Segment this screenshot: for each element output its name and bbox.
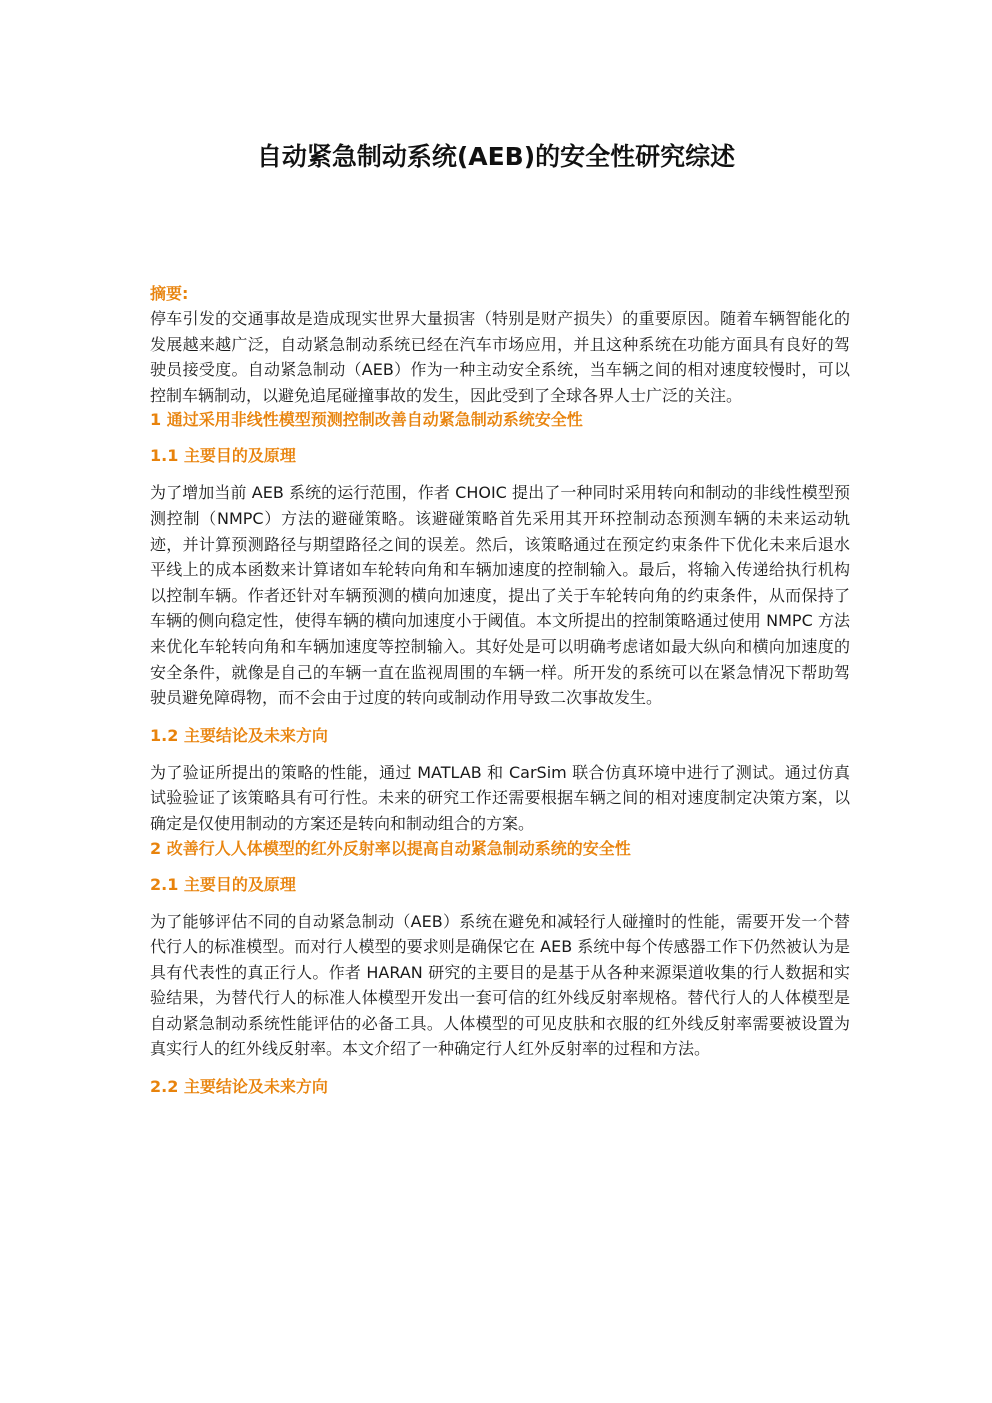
section-2-2-heading: 2.2 主要结论及未来方向 [150, 1077, 328, 1097]
section-1-2-text: 为了验证所提出的策略的性能，通过 MATLAB 和 CarSim 联合仿真环境中进行了测试。通过仿真试验验证了该策略具有可行性。未来的研究工作还需要根据车辆之间的相对速度制定决策方案，以确定是仅使用制动的方案还是转向和制动组合的方案。 [150, 762, 850, 833]
section-1-heading: 1 通过采用非线性模型预测控制改善自动紧急制动系统安全性 [150, 410, 583, 430]
section-1-1-heading: 1.1 主要目的及原理 [150, 446, 296, 466]
abstract-text: 停车引发的交通事故是造成现实世界大量损害（特别是财产损失）的重要原因。随着车辆智能化的发展越来越广泛，自动紧急制动系统已经在汽车市场应用，并且这种系统在功能方面具有良好的驾驶员接受度。自动紧急制动（AEB）作为一种主动安全系统，当车辆之间的相对速度较慢时，可以控制车辆制动，以避免追尾碰撞事故的发生，因此受到了全球各界人士广泛的关注。 [150, 309, 850, 405]
section-1-2-heading: 1.2 主要结论及未来方向 [150, 725, 328, 745]
section-2-heading: 2 改善行人人体模型的红外反射率以提高自动紧急制动系统的安全性 [150, 838, 631, 858]
abstract-label: 摘要: [150, 284, 189, 303]
section-2-1-text: 为了能够评估不同的自动紧急制动（AEB）系统在避免和减轻行人碰撞时的性能，需要开发一个替代行人的标准模型。而对行人模型的要求则是确保它在 AEB 系统中每个传感器工作下仍然被认为是具有代表性的真正行人。作者 HARAN 研究的主要目的是基于从各种来源渠道收集的行人数据和实验结果，为替代行人的标准人体模型开发出一套可信的红外线反射率规格。替代行人的人体模型是自动紧急制动系统性能评估的必备工具。人体模型的可见皮肤和衣服的红外线反射率需要被设置为真实行人的红外线反射率。本文介绍了一种确定行人红外反射率的过程和方法。 [150, 911, 850, 1059]
section-1-1-text: 为了增加当前 AEB 系统的运行范围，作者 CHOIC 提出了一种同时采用转向和制动的非线性模型预测控制（NMPC）方法的避碰策略。该避碰策略首先采用其开环控制动态预测车辆的未来运动轨迹，并计算预测路径与期望路径之间的误差。然后，该策略通过在预定约束条件下优化未来后退水平线上的成本函数来计算诸如车轮转向角和车辆加速度的控制输入。最后，将输入传递给执行机构以控制车辆。作者还针对车辆预测的横向加速度，提出了关于车轮转向角的约束条件，从而保持了车辆的侧向稳定性，使得车辆的横向加速度小于阈值。本文所提出的控制策略通过使用 NMPC 方法来优化车轮转向角和车辆加速度等控制输入。其好处是可以明确考虑诸如最大纵向和横向加速度的安全条件，就像是自己的车辆一直在监视周围的车辆一样。所开发的系统可以在紧急情况下帮助驾驶员避免障碍物，而不会由于过度的转向或制动作用导致二次事故发生。 [150, 483, 850, 708]
document-title: 自动紧急制动系统(AEB)的安全性研究综述 [256, 142, 736, 171]
document-body [150, 282, 850, 1111]
section-2-1-heading: 2.1 主要目的及原理 [150, 874, 296, 894]
